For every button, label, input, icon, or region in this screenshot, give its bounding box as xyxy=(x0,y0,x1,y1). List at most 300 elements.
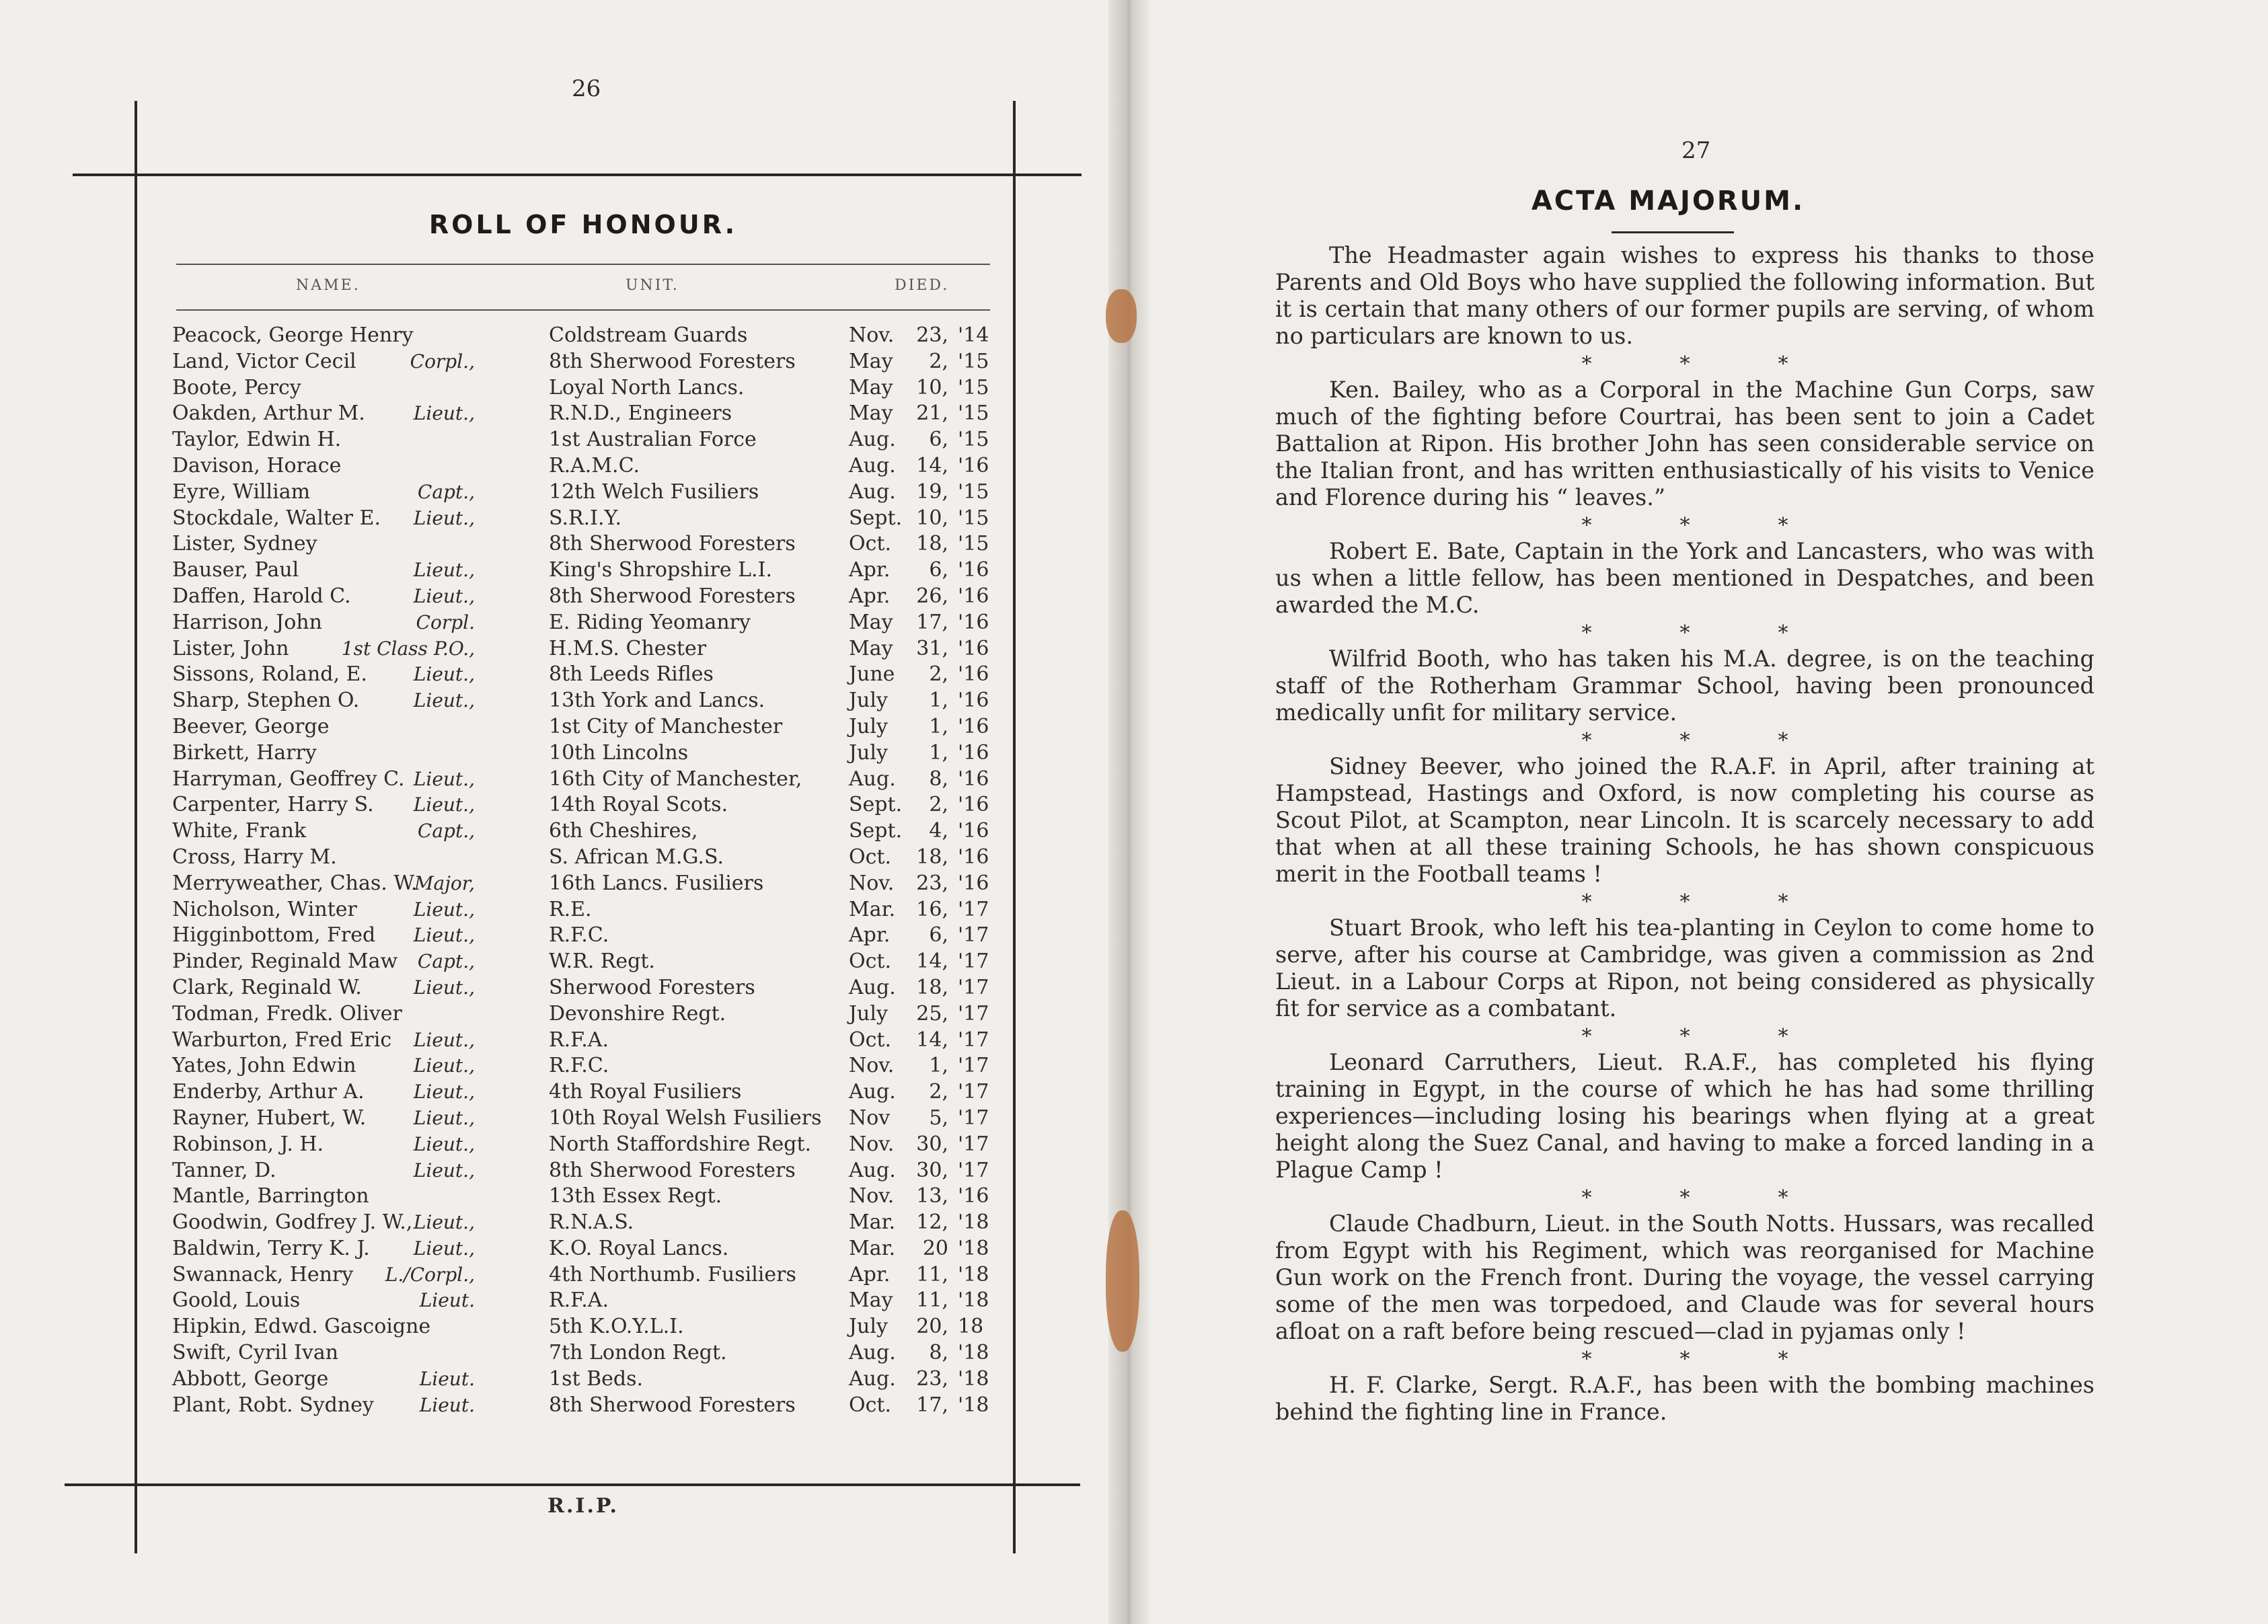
entry-died-year: '16 xyxy=(958,740,989,765)
roll-entry xyxy=(172,1210,1067,1236)
entry-name: Abbott, George xyxy=(172,1366,329,1391)
separator-star: * xyxy=(1581,514,1592,537)
entry-died-day: 25, xyxy=(916,1001,948,1026)
entry-unit: 1st Beds. xyxy=(549,1366,644,1391)
star-separator xyxy=(1275,619,2094,646)
roll-entry xyxy=(172,1184,1067,1210)
entry-name: Sissons, Roland, E. xyxy=(172,662,367,687)
roll-entry xyxy=(172,584,1067,610)
separator-star: * xyxy=(1581,1348,1592,1371)
frame-bottom-rule xyxy=(65,1483,1080,1486)
frame-top-rule xyxy=(73,173,1082,176)
entry-died-year: '18 xyxy=(958,1341,989,1365)
separator-star: * xyxy=(1679,621,1690,645)
entry-died-month: Oct. xyxy=(849,1028,891,1052)
entry-rank: Lieut., xyxy=(413,402,475,425)
separator-star: * xyxy=(1679,514,1690,537)
entry-died-year: '18 xyxy=(958,1236,989,1260)
roll-entry xyxy=(172,1028,1067,1054)
entry-name: Swift, Cyril Ivan xyxy=(172,1341,339,1365)
entry-rank: Lieut., xyxy=(413,584,475,607)
roll-entry xyxy=(172,662,1067,688)
entry-name: Higginbottom, Fred xyxy=(172,923,376,948)
entry-rank: Corpl. xyxy=(416,611,475,633)
entry-died-month: Oct. xyxy=(849,532,891,556)
entry-died-year: '16 xyxy=(958,610,989,634)
entry-name: Plant, Robt. Sydney xyxy=(172,1393,374,1417)
entry-died-year: '16 xyxy=(958,689,989,713)
roll-of-honour-list xyxy=(172,323,1067,1418)
separator-star: * xyxy=(1778,621,1788,645)
entry-rank: Capt., xyxy=(417,950,475,973)
entry-died-month: Aug. xyxy=(849,1158,896,1182)
entry-rank: Lieut., xyxy=(413,1106,475,1129)
entry-died-month: Nov. xyxy=(849,1184,895,1208)
entry-died-month: July xyxy=(849,689,888,713)
entry-died-month: May xyxy=(849,401,893,426)
roll-entry xyxy=(172,1001,1067,1028)
entry-died-day: 12, xyxy=(916,1210,948,1235)
roll-entry xyxy=(172,767,1067,793)
entry-unit: R.N.D., Engineers xyxy=(549,401,732,426)
roll-entry xyxy=(172,1106,1067,1132)
acta-paragraph: The Headmaster again wishes to express his thanks to those Parents and Old Boys who have supplied the following information. But it is certain that many others of our former pupils are serving, of whom no particulars are known to us. xyxy=(1275,242,2094,349)
acta-paragraph: Ken. Bailey, who as a Corporal in the Machine Gun Corps, saw much of the fighting before Courtrai, has been sent to join a Cadet Battalion at Ripon. His brother John has seen considerable service on the Italian front, and has written enthusiastically of his visits to Venice and Florence during his “ leaves.” xyxy=(1275,377,2094,510)
entry-name: Swannack, Henry xyxy=(172,1262,354,1286)
page-number: 26 xyxy=(572,75,601,102)
star-separator xyxy=(1275,888,2094,915)
entry-died-month: Mar. xyxy=(849,1236,896,1260)
entry-died-day: 17, xyxy=(916,610,948,634)
entry-unit: R.F.C. xyxy=(549,923,609,948)
star-separator xyxy=(1275,1184,2094,1210)
separator-star: * xyxy=(1778,729,1788,752)
entry-died-month: Nov. xyxy=(849,1132,895,1156)
entry-died-month: July xyxy=(849,714,888,738)
roll-entry xyxy=(172,1262,1067,1288)
entry-died-day: 5, xyxy=(929,1106,948,1130)
entry-died-year: 18 xyxy=(958,1315,984,1339)
entry-unit: 5th K.O.Y.L.I. xyxy=(549,1315,684,1339)
entry-name: Clark, Reginald W. xyxy=(172,975,362,999)
entry-died-year: '16 xyxy=(958,845,989,869)
roll-entry xyxy=(172,401,1067,427)
entry-unit: 8th Sherwood Foresters xyxy=(549,1158,796,1182)
star-separator xyxy=(1275,350,2094,377)
entry-rank: Lieut., xyxy=(413,794,475,816)
entry-unit: 6th Cheshires, xyxy=(549,819,698,843)
entry-unit: 8th Sherwood Foresters xyxy=(549,349,796,373)
entry-name: Merryweather, Chas. W. xyxy=(172,871,418,895)
roll-entry xyxy=(172,792,1067,818)
entry-died-month: Apr. xyxy=(849,923,891,948)
entry-unit: W.R. Regt. xyxy=(549,950,655,974)
entry-unit: 10th Royal Welsh Fusiliers xyxy=(549,1106,822,1130)
acta-paragraph: Leonard Carruthers, Lieut. R.A.F., has completed his flying training in Egypt, in the course of which he has had some thrilling experiences—including losing his bearings when flying at a great height along the Suez Canal, and having to make a forced landing in a Plague Camp ! xyxy=(1275,1049,2094,1183)
entry-died-year: '16 xyxy=(958,453,989,477)
entry-died-day: 6, xyxy=(929,428,948,452)
entry-died-month: Aug. xyxy=(849,479,896,504)
roll-entry xyxy=(172,740,1067,767)
entry-rank: Corpl., xyxy=(410,350,475,373)
entry-died-year: '16 xyxy=(958,636,989,660)
entry-name: White, Frank xyxy=(172,819,307,843)
acta-paragraph: Claude Chadburn, Lieut. in the South Notts. Hussars, was recalled from Egypt with his Regiment, which was reorganised for Machine Gun work on the French front. During the voyage, the vessel carrying some of the men was torpedoed, and Claude was for several hours afloat on a raft before being rescued—clad in pyjamas only ! xyxy=(1275,1210,2094,1344)
entry-died-year: '16 xyxy=(958,1184,989,1208)
roll-entry xyxy=(172,375,1067,401)
roll-entry xyxy=(172,871,1067,897)
separator-star: * xyxy=(1778,1186,1788,1210)
entry-rank: Lieut., xyxy=(413,1028,475,1051)
roll-entry xyxy=(172,1340,1067,1366)
entry-unit: 1st City of Manchester xyxy=(549,714,783,738)
separator-star: * xyxy=(1679,352,1690,376)
header-top-rule xyxy=(176,264,990,265)
acta-paragraph: Sidney Beever, who joined the R.A.F. in April, after training at Hampstead, Hastings and Oxford, is now completing his course as Scout Pilot, at Scampton, near Lincoln. It is scarcely necessary to add that when at all these training Schools, he has shown conspicuous merit in the Football teams ! xyxy=(1275,753,2094,887)
entry-died-month: Aug. xyxy=(849,1366,896,1391)
header-name: NAME. xyxy=(296,277,361,294)
entry-died-month: July xyxy=(849,1315,888,1339)
entry-died-month: Apr. xyxy=(849,584,891,608)
separator-star: * xyxy=(1679,729,1690,752)
roll-entry xyxy=(172,610,1067,636)
star-separator xyxy=(1275,1022,2094,1049)
star-separator xyxy=(1275,1345,2094,1372)
separator-star: * xyxy=(1581,890,1592,914)
entry-died-year: '17 xyxy=(958,1001,989,1026)
entry-died-month: Sept. xyxy=(849,819,903,843)
entry-died-year: '15 xyxy=(958,532,989,556)
entry-name: Lister, Sydney xyxy=(172,532,317,556)
paper-stain xyxy=(1106,1210,1139,1352)
entry-died-day: 31, xyxy=(916,636,948,660)
entry-died-year: '16 xyxy=(958,767,989,791)
entry-name: Boote, Percy xyxy=(172,375,301,399)
entry-died-month: Oct. xyxy=(849,845,891,869)
entry-died-day: 4, xyxy=(929,819,948,843)
entry-name: Tanner, D. xyxy=(172,1158,276,1182)
entry-died-month: Apr. xyxy=(849,558,891,582)
entry-died-year: '16 xyxy=(958,793,989,817)
entry-died-year: '17 xyxy=(958,1054,989,1078)
entry-died-month: Nov. xyxy=(849,871,895,895)
entry-name: Robinson, J. H. xyxy=(172,1132,324,1156)
roll-entry xyxy=(172,845,1067,871)
entry-name: Mantle, Barrington xyxy=(172,1184,369,1208)
entry-died-day: 2, xyxy=(929,349,948,373)
entry-died-month: May xyxy=(849,375,893,399)
entry-died-year: '15 xyxy=(958,375,989,399)
roll-entry xyxy=(172,427,1067,453)
entry-died-year: '18 xyxy=(958,1393,989,1417)
entry-died-year: '18 xyxy=(958,1288,989,1313)
entry-unit: 1st Australian Force xyxy=(549,428,757,452)
separator-star: * xyxy=(1581,729,1592,752)
entry-unit: 13th Essex Regt. xyxy=(549,1184,722,1208)
entry-died-month: Aug. xyxy=(849,975,896,999)
left-page xyxy=(0,0,1122,1624)
separator-star: * xyxy=(1778,1348,1788,1371)
entry-rank: Lieut., xyxy=(413,1159,475,1182)
acta-majorum-text xyxy=(1275,242,2094,1426)
entry-unit: Sherwood Foresters xyxy=(549,975,755,999)
roll-entry xyxy=(172,1393,1067,1419)
entry-rank: Lieut., xyxy=(413,559,475,582)
entry-rank: Lieut., xyxy=(413,1211,475,1234)
entry-died-day: 16, xyxy=(916,897,948,921)
entry-died-day: 2, xyxy=(929,793,948,817)
roll-entry xyxy=(172,453,1067,479)
entry-died-day: 21, xyxy=(916,401,948,426)
entry-unit: H.M.S. Chester xyxy=(549,636,707,660)
entry-name: Oakden, Arthur M. xyxy=(172,401,365,426)
entry-name: Bauser, Paul xyxy=(172,558,299,582)
entry-name: Peacock, George Henry xyxy=(172,323,414,347)
entry-died-day: 6, xyxy=(929,558,948,582)
separator-star: * xyxy=(1778,890,1788,914)
entry-died-day: 13, xyxy=(916,1184,948,1208)
star-separator xyxy=(1275,511,2094,538)
entry-name: Cross, Harry M. xyxy=(172,845,337,869)
entry-unit: R.A.M.C. xyxy=(549,453,640,477)
roll-entry xyxy=(172,531,1067,557)
entry-died-day: 23, xyxy=(916,1366,948,1391)
entry-unit: Coldstream Guards xyxy=(549,323,748,347)
entry-died-year: '17 xyxy=(958,1028,989,1052)
entry-died-month: Nov. xyxy=(849,323,895,347)
entry-died-year: '16 xyxy=(958,871,989,895)
separator-star: * xyxy=(1679,1348,1690,1371)
entry-name: Daffen, Harold C. xyxy=(172,584,351,608)
entry-name: Land, Victor Cecil xyxy=(172,349,356,373)
entry-died-day: 30, xyxy=(916,1158,948,1182)
separator-star: * xyxy=(1679,890,1690,914)
entry-died-year: '14 xyxy=(958,323,989,347)
rip-footer: R.I.P. xyxy=(547,1494,619,1518)
entry-died-year: '15 xyxy=(958,401,989,426)
entry-name: Taylor, Edwin H. xyxy=(172,428,342,452)
entry-rank: Capt., xyxy=(417,480,475,503)
separator-star: * xyxy=(1778,1025,1788,1048)
entry-unit: 4th Northumb. Fusiliers xyxy=(549,1262,796,1286)
entry-rank: Lieut., xyxy=(413,506,475,529)
entry-name: Nicholson, Winter xyxy=(172,897,357,921)
entry-died-day: 20, xyxy=(916,1315,948,1339)
entry-died-day: 26, xyxy=(916,584,948,608)
entry-rank: Lieut., xyxy=(413,898,475,921)
separator-star: * xyxy=(1581,621,1592,645)
separator-star: * xyxy=(1581,1025,1592,1048)
entry-died-day: 1, xyxy=(929,1054,948,1078)
entry-died-year: '18 xyxy=(958,1210,989,1235)
entry-rank: Lieut., xyxy=(413,976,475,999)
entry-rank: L./Corpl., xyxy=(385,1263,475,1286)
entry-died-year: '17 xyxy=(958,1106,989,1130)
entry-died-day: 8, xyxy=(929,1341,948,1365)
entry-died-month: May xyxy=(849,610,893,634)
entry-died-year: '17 xyxy=(958,1132,989,1156)
roll-entry xyxy=(172,897,1067,923)
entry-unit: 8th Sherwood Foresters xyxy=(549,1393,796,1417)
entry-name: Goodwin, Godfrey J. W., xyxy=(172,1210,413,1235)
entry-name: Pinder, Reginald Maw xyxy=(172,950,398,974)
roll-entry xyxy=(172,1158,1067,1184)
entry-name: Harryman, Geoffrey C. xyxy=(172,767,405,791)
separator-star: * xyxy=(1581,352,1592,376)
roll-entry xyxy=(172,1288,1067,1314)
entry-name: Rayner, Hubert, W. xyxy=(172,1106,367,1130)
entry-unit: 16th Lancs. Fusiliers xyxy=(549,871,764,895)
entry-died-year: '16 xyxy=(958,584,989,608)
entry-died-month: Nov xyxy=(849,1106,891,1130)
entry-died-year: '17 xyxy=(958,897,989,921)
entry-died-day: 1, xyxy=(929,714,948,738)
entry-died-day: 1, xyxy=(929,689,948,713)
entry-died-year: '17 xyxy=(958,950,989,974)
entry-died-month: June xyxy=(849,662,895,687)
roll-entry xyxy=(172,818,1067,845)
entry-died-year: '15 xyxy=(958,349,989,373)
roll-entry xyxy=(172,1314,1067,1340)
entry-died-year: '16 xyxy=(958,662,989,687)
roll-entry xyxy=(172,1366,1067,1393)
entry-unit: 8th Leeds Rifles xyxy=(549,662,714,687)
roll-entry xyxy=(172,636,1067,662)
entry-rank: Lieut., xyxy=(413,689,475,712)
entry-died-day: 11, xyxy=(916,1262,948,1286)
entry-unit: 4th Royal Fusiliers xyxy=(549,1080,742,1104)
entry-rank: Lieut., xyxy=(413,924,475,947)
entry-name: Birkett, Harry xyxy=(172,740,317,765)
roll-title: ROLL OF HONOUR. xyxy=(428,210,738,239)
entry-died-year: '17 xyxy=(958,1158,989,1182)
entry-unit: 8th Sherwood Foresters xyxy=(549,532,796,556)
roll-entry xyxy=(172,1053,1067,1079)
entry-died-month: Aug. xyxy=(849,767,896,791)
entry-name: Warburton, Fred Eric xyxy=(172,1028,392,1052)
entry-rank: Lieut., xyxy=(413,663,475,686)
entry-died-day: 14, xyxy=(916,950,948,974)
entry-name: Enderby, Arthur A. xyxy=(172,1080,365,1104)
roll-entry xyxy=(172,557,1067,584)
acta-paragraph: Wilfrid Booth, who has taken his M.A. degree, is on the teaching staff of the Rotherham Grammar School, having been pronounced medically unfit for military service. xyxy=(1275,646,2094,726)
entry-name: Beever, George xyxy=(172,714,330,738)
entry-died-month: Mar. xyxy=(849,1210,896,1235)
entry-died-day: 23, xyxy=(916,871,948,895)
book-gutter xyxy=(1108,0,1149,1624)
roll-entry xyxy=(172,688,1067,714)
entry-died-month: Aug. xyxy=(849,428,896,452)
entry-unit: 8th Sherwood Foresters xyxy=(549,584,796,608)
entry-died-day: 18, xyxy=(916,975,948,999)
entry-name: Davison, Horace xyxy=(172,453,342,477)
entry-unit: E. Riding Yeomanry xyxy=(549,610,751,634)
entry-died-year: '16 xyxy=(958,558,989,582)
entry-died-year: '16 xyxy=(958,714,989,738)
entry-died-day: 19, xyxy=(916,479,948,504)
entry-died-day: 2, xyxy=(929,662,948,687)
roll-entry xyxy=(172,1079,1067,1106)
header-unit: UNIT. xyxy=(626,277,679,294)
entry-unit: Loyal North Lancs. xyxy=(549,375,745,399)
entry-died-month: July xyxy=(849,1001,888,1026)
frame-left-rule xyxy=(135,101,137,1553)
entry-unit: R.F.A. xyxy=(549,1028,609,1052)
entry-died-year: '15 xyxy=(958,479,989,504)
entry-rank: Lieut. xyxy=(419,1289,475,1312)
entry-died-month: Nov. xyxy=(849,1054,895,1078)
entry-died-year: '18 xyxy=(958,1366,989,1391)
entry-died-year: '17 xyxy=(958,975,989,999)
roll-entry xyxy=(172,323,1067,349)
entry-unit: R.F.C. xyxy=(549,1054,609,1078)
entry-died-year: '15 xyxy=(958,506,989,530)
entry-name: Sharp, Stephen O. xyxy=(172,689,360,713)
entry-unit: S. African M.G.S. xyxy=(549,845,724,869)
entry-died-year: '15 xyxy=(958,428,989,452)
entry-died-day: 10, xyxy=(916,506,948,530)
entry-rank: Lieut., xyxy=(413,1237,475,1260)
entry-rank: Lieut., xyxy=(413,1081,475,1104)
acta-paragraph: Stuart Brook, who left his tea-planting in Ceylon to come home to serve, after his course at Cambridge, was given a commission as 2nd Lieut. in a Labour Corps at Ripon, not being considered as physically fit for service as a combatant. xyxy=(1275,915,2094,1021)
entry-died-day: 23, xyxy=(916,323,948,347)
entry-name: Todman, Fredk. Oliver xyxy=(172,1001,402,1026)
entry-rank: Capt., xyxy=(417,820,475,843)
header-died: DIED. xyxy=(895,277,950,294)
entry-died-day: 20 xyxy=(922,1236,948,1260)
entry-unit: 14th Royal Scots. xyxy=(549,793,728,817)
entry-died-month: Oct. xyxy=(849,950,891,974)
roll-entry xyxy=(172,923,1067,949)
entry-died-month: Aug. xyxy=(849,453,896,477)
entry-died-year: '16 xyxy=(958,819,989,843)
entry-rank: Major, xyxy=(414,872,475,894)
entry-unit: King's Shropshire L.I. xyxy=(549,558,772,582)
entry-died-month: Sept. xyxy=(849,793,903,817)
entry-died-day: 18, xyxy=(916,532,948,556)
entry-died-day: 17, xyxy=(916,1393,948,1417)
entry-unit: North Staffordshire Regt. xyxy=(549,1132,812,1156)
entry-unit: 7th London Regt. xyxy=(549,1341,727,1365)
entry-unit: R.N.A.S. xyxy=(549,1210,634,1235)
entry-unit: R.F.A. xyxy=(549,1288,609,1313)
entry-died-day: 11, xyxy=(916,1288,948,1313)
entry-rank: 1st Class P.O., xyxy=(341,637,475,660)
separator-star: * xyxy=(1778,352,1788,376)
entry-died-day: 10, xyxy=(916,375,948,399)
entry-rank: Lieut. xyxy=(419,1393,475,1416)
page-number: 27 xyxy=(1681,137,1711,164)
entry-died-month: Aug. xyxy=(849,1080,896,1104)
entry-name: Stockdale, Walter E. xyxy=(172,506,381,530)
roll-entry xyxy=(172,479,1067,506)
entry-name: Goold, Louis xyxy=(172,1288,301,1313)
entry-died-month: May xyxy=(849,349,893,373)
entry-rank: Lieut., xyxy=(413,1132,475,1155)
entry-died-day: 6, xyxy=(929,923,948,948)
entry-died-month: May xyxy=(849,1288,893,1313)
entry-died-day: 30, xyxy=(916,1132,948,1156)
entry-died-month: Sept. xyxy=(849,506,903,530)
separator-star: * xyxy=(1581,1186,1592,1210)
star-separator xyxy=(1275,726,2094,753)
entry-unit: 13th York and Lancs. xyxy=(549,689,765,713)
roll-entry xyxy=(172,1132,1067,1158)
entry-died-day: 2, xyxy=(929,1080,948,1104)
separator-star: * xyxy=(1778,514,1788,537)
entry-died-month: May xyxy=(849,636,893,660)
entry-unit: S.R.I.Y. xyxy=(549,506,622,530)
